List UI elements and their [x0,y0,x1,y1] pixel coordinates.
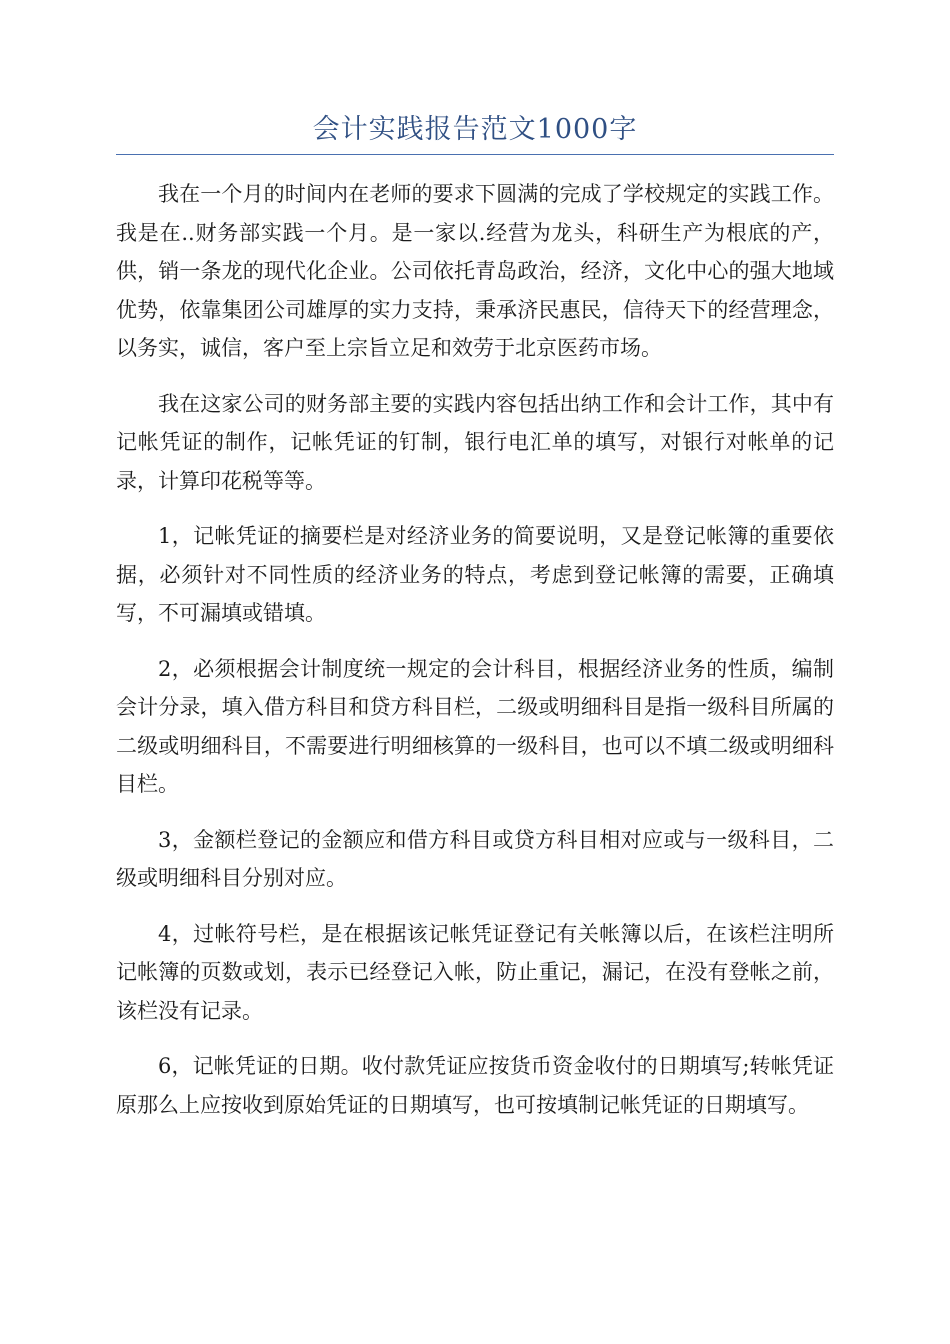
paragraph-item-1: 1，记帐凭证的摘要栏是对经济业务的简要说明，又是登记帐簿的重要依据，必须针对不同性质的经济业务的特点，考虑到登记帐簿的需要，正确填写，不可漏填或错填。 [116,524,834,625]
paragraph-intro: 我在一个月的时间内在老师的要求下圆满的完成了学校规定的实践工作。我是在..财务部实践一个月。是一家以.经营为龙头，科研生产为根底的产，供，销一条龙的现代化企业。公司依托青岛政治，经济，文化中心的强大地域优势，依靠集团公司雄厚的实力支持，秉承济民惠民，信待天下的经营理念，以务实，诚信，客户至上宗旨立足和效劳于北京医药市场。 [116,182,834,360]
document-title: 会计实践报告范文1000字 [312,114,638,145]
paragraph-item-3: 3，金额栏登记的金额应和借方科目或贷方科目相对应或与一级科目，二级或明细科目分别对应。 [116,827,834,890]
paragraph-item-4: 4，过帐符号栏，是在根据该记帐凭证登记有关帐簿以后，在该栏注明所记帐簿的页数或划，表示已经登记入帐，防止重记，漏记，在没有登帐之前，该栏没有记录。 [116,921,834,1023]
paragraph-work-content: 我在这家公司的财务部主要的实践内容包括出纳工作和会计工作，其中有记帐凭证的制作，记帐凭证的钉制，银行电汇单的填写，对银行对帐单的记录，计算印花税等等。 [116,391,834,493]
paragraph-item-2: 2，必须根据会计制度统一规定的会计科目，根据经济业务的性质，编制会计分录，填入借方科目和贷方科目栏，二级或明细科目是指一级科目所属的二级或明细科目，不需要进行明细核算的一级科目，也可以不填二级或明细科目栏。 [116,656,834,796]
paragraph-item-6: 6，记帐凭证的日期。收付款凭证应按货币资金收付的日期填写;转帐凭证原那么上应按收到原始凭证的日期填写，也可按填制记帐凭证的日期填写。 [116,1054,834,1117]
title-underline [116,154,834,155]
document-body [116,175,834,1141]
